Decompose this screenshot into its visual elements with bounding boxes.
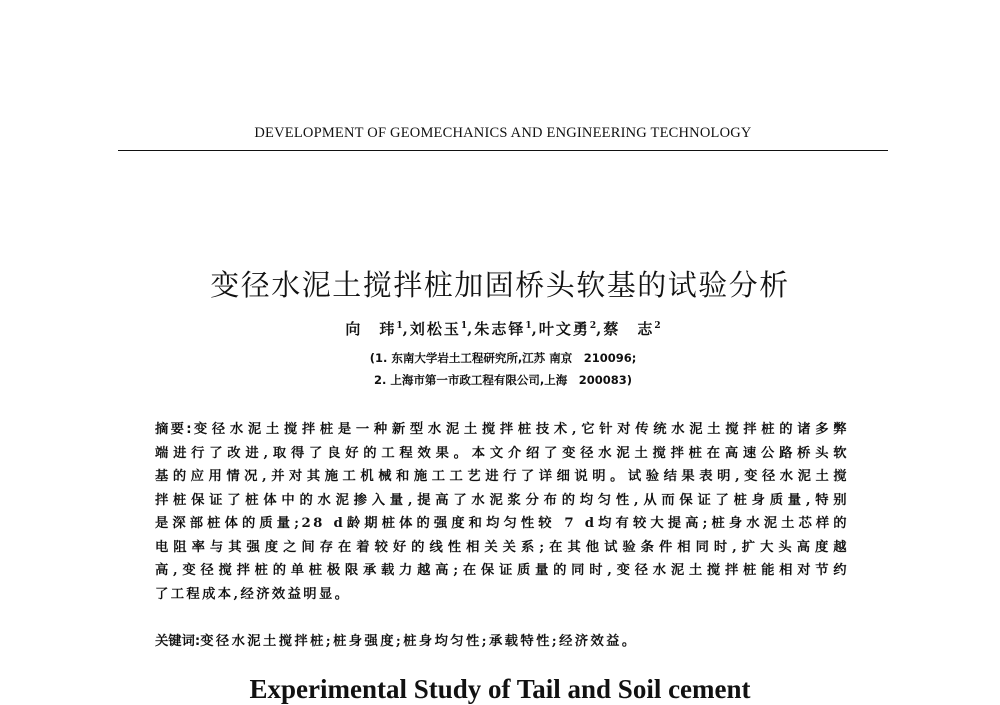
abstract [155, 418, 849, 606]
author-affiliation-mark: 2 [589, 321, 597, 331]
author-name: 朱志铎 [474, 320, 526, 338]
author-affiliation-mark: 1 [396, 321, 403, 331]
abstract-line: 拌桩保证了桩体中的水泥掺入量,提高了水泥浆分布的均匀性,从而保证了桩身质量,特别 [155, 492, 849, 508]
article-title: 变径水泥土搅拌桩加固桥头软基的试验分析 [210, 268, 790, 303]
keywords [155, 630, 849, 649]
abstract-line [155, 418, 849, 442]
author-affiliation-mark: 2 [654, 321, 661, 331]
affiliation-2: 2. 上海市第一市政工程有限公司,上海 200083) [373, 373, 632, 387]
author-name: 蔡 志 [603, 320, 655, 338]
author-affiliation-mark: 1 [525, 321, 532, 331]
author-name: 叶文勇 [538, 320, 590, 338]
abstract-line: 基的应用情况,并对其施工机械和施工工艺进行了详细说明。试验结果表明,变径水泥土搅 [155, 469, 849, 484]
abstract-line: 电阻率与其强度之间存在着较好的线性相关关系;在其他试验条件相同时,扩大头高度越 [155, 539, 849, 555]
author-list: 向 玮$^1$,刘松玉$^1$,朱志铎$^1$,叶文勇$^2$,蔡 志$^2$ [345, 320, 661, 338]
affiliation-1: (1. 东南大学岩土工程研究所,江苏 南京 210096; [369, 351, 637, 365]
abstract-line: 是深部桩体的质量;28 d龄期桩体的强度和均匀性较 7 d均有较大提高;桩身水泥土芯样的 [155, 516, 849, 531]
journal-running-head: DEVELOPMENT OF GEOMECHANICS AND ENGINEERING TECHNOLOGY [254, 125, 752, 141]
author-affiliation-mark: 1 [460, 321, 468, 331]
keywords-text: 变径水泥土搅拌桩;桩身强度;桩身均匀性;承载特性;经济效益。 [200, 634, 638, 649]
author-name: 向 玮 [345, 320, 397, 338]
abstract-text: 变径水泥土搅拌桩是一种新型水泥土搅拌桩技术,它针对传统水泥土搅拌桩的诸多弊 [191, 422, 849, 437]
abstract-line: 了工程成本,经济效益明显。 [155, 586, 351, 602]
author-name: 刘松玉 [409, 320, 461, 338]
abstract-line: 高,变径搅拌桩的单桩极限承载力越高;在保证质量的同时,变径水泥土搅拌桩能相对节约 [155, 563, 849, 578]
keywords-label: 关键词: [155, 634, 201, 649]
header-rule [118, 150, 888, 151]
abstract-label: 摘要: [155, 422, 192, 437]
abstract-line: 端进行了改进,取得了良好的工程效果。本文介绍了变径水泥土搅拌桩在高速公路桥头软 [155, 445, 849, 461]
english-title: Experimental Study of Tail and Soil cement [249, 674, 751, 704]
